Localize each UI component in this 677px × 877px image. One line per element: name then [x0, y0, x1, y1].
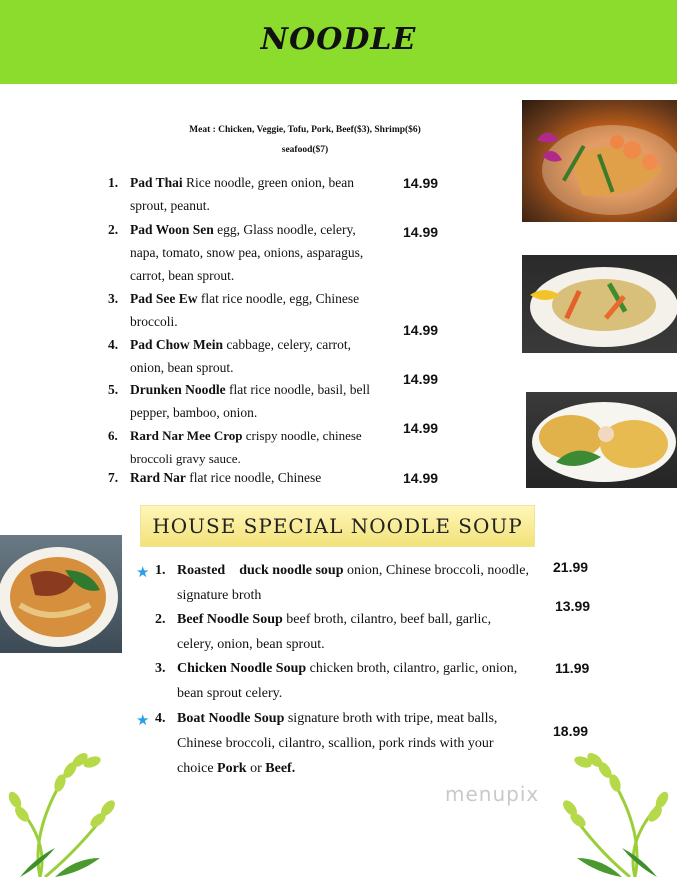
item-price: 14.99	[403, 470, 439, 486]
item-number: 5.	[108, 382, 119, 397]
item-name: Boat Noodle Soup	[177, 711, 285, 726]
item-name: Pad See Ew	[130, 291, 198, 306]
menu-item	[108, 333, 378, 379]
item-number: 2.	[155, 612, 166, 627]
item-price: 21.99	[553, 559, 589, 575]
rard-nar-image	[526, 392, 677, 488]
item-description: flat rice noodle, Chinese	[185, 470, 322, 485]
item-number: 4.	[155, 711, 166, 726]
item-name: Pad Woon Sen	[130, 222, 214, 237]
item-number: 3.	[155, 661, 166, 676]
menu-item	[108, 466, 408, 489]
item-number: 3.	[108, 291, 119, 306]
watermark: menupix	[445, 782, 540, 806]
item-number: 1.	[108, 175, 119, 190]
item-name: Rard Nar Mee Crop	[130, 428, 243, 443]
menu-item	[108, 171, 378, 217]
item-price: 18.99	[553, 723, 589, 739]
menu-item	[108, 378, 378, 424]
meat-options-note	[160, 120, 450, 160]
item-price: 14.99	[403, 420, 439, 436]
item-description: flat rice noodle, egg, Chinese broccoli.	[130, 291, 360, 329]
item-number: 1.	[155, 563, 166, 578]
item-number: 2.	[108, 222, 119, 237]
soup-item	[155, 607, 530, 657]
item-number: 6.	[108, 428, 118, 443]
pad-thai-image	[522, 100, 677, 222]
soup-item	[155, 656, 530, 706]
item-description: beef broth, cilantro, beef ball, garlic, celery, onion, bean sprout.	[177, 612, 492, 652]
item-name: Roasted duck noodle soup	[177, 563, 344, 578]
duck-soup-image	[0, 535, 122, 653]
choice-pork: Pork	[217, 761, 247, 776]
item-name: Pad Chow Mein	[130, 337, 224, 352]
item-name: Chicken Noodle Soup	[177, 661, 307, 676]
rice-stalk-icon	[0, 748, 120, 877]
item-price: 13.99	[555, 598, 591, 614]
item-description: crispy noodle, chinese broccoli gravy sauce.	[130, 428, 362, 466]
item-description: cabbage, celery, carrot, onion, bean sprout.	[130, 337, 352, 375]
menu-item	[108, 424, 378, 470]
pad-woon-sen-image	[522, 255, 677, 353]
item-name: Beef Noodle Soup	[177, 612, 283, 627]
soup-item	[155, 558, 530, 608]
section-title: HOUSE SPECIAL NOODLE SOUP	[152, 514, 523, 538]
duck-soup-photo	[0, 535, 122, 653]
item-name: Pad Thai	[130, 175, 183, 190]
item-description: signature broth with tripe, meat balls, Chinese broccoli, cilantro, scallion, pork rinds with your choice	[177, 711, 498, 776]
rard-nar-photo	[526, 392, 677, 488]
pad-thai-photo	[522, 100, 677, 222]
choice-beef: Beef.	[265, 761, 296, 776]
item-price: 14.99	[403, 175, 439, 191]
meat-options-line2: seafood($7)	[281, 145, 329, 155]
rice-stalk-icon	[560, 748, 677, 877]
item-name: Rard Nar	[130, 470, 186, 485]
page-title: NOODLE	[260, 22, 417, 57]
item-description: flat rice noodle, basil, bell pepper, bamboo, onion.	[130, 382, 370, 420]
item-price: 11.99	[555, 660, 590, 676]
item-number: 7.	[108, 470, 119, 485]
menu-item	[108, 287, 378, 333]
item-number: 4.	[108, 337, 119, 352]
item-price: 14.99	[403, 322, 439, 338]
pad-woon-sen-photo	[522, 255, 677, 353]
item-description: Rice noodle, green onion, bean sprout, peanut.	[130, 175, 354, 213]
item-name: Drunken Noodle	[130, 382, 226, 397]
soup-item	[155, 706, 520, 781]
item-description: egg, Glass noodle, celery, napa, tomato, snow pea, onions, asparagus, carrot, bean sprout.	[130, 222, 364, 283]
choice-or: or	[246, 761, 266, 776]
meat-options-line1: Meat : Chicken, Veggie, Tofu, Pork, Beef($3), Shrimp($6)	[189, 125, 421, 135]
star-icon: ★	[136, 563, 150, 581]
menu-item	[108, 218, 378, 287]
item-price: 14.99	[403, 224, 439, 240]
item-description: chicken broth, cilantro, garlic, onion, bean sprout celery.	[177, 661, 518, 701]
item-description: onion, Chinese broccoli, noodle, signature broth	[177, 563, 529, 603]
item-price: 14.99	[403, 371, 439, 387]
star-icon: ★	[136, 711, 150, 729]
